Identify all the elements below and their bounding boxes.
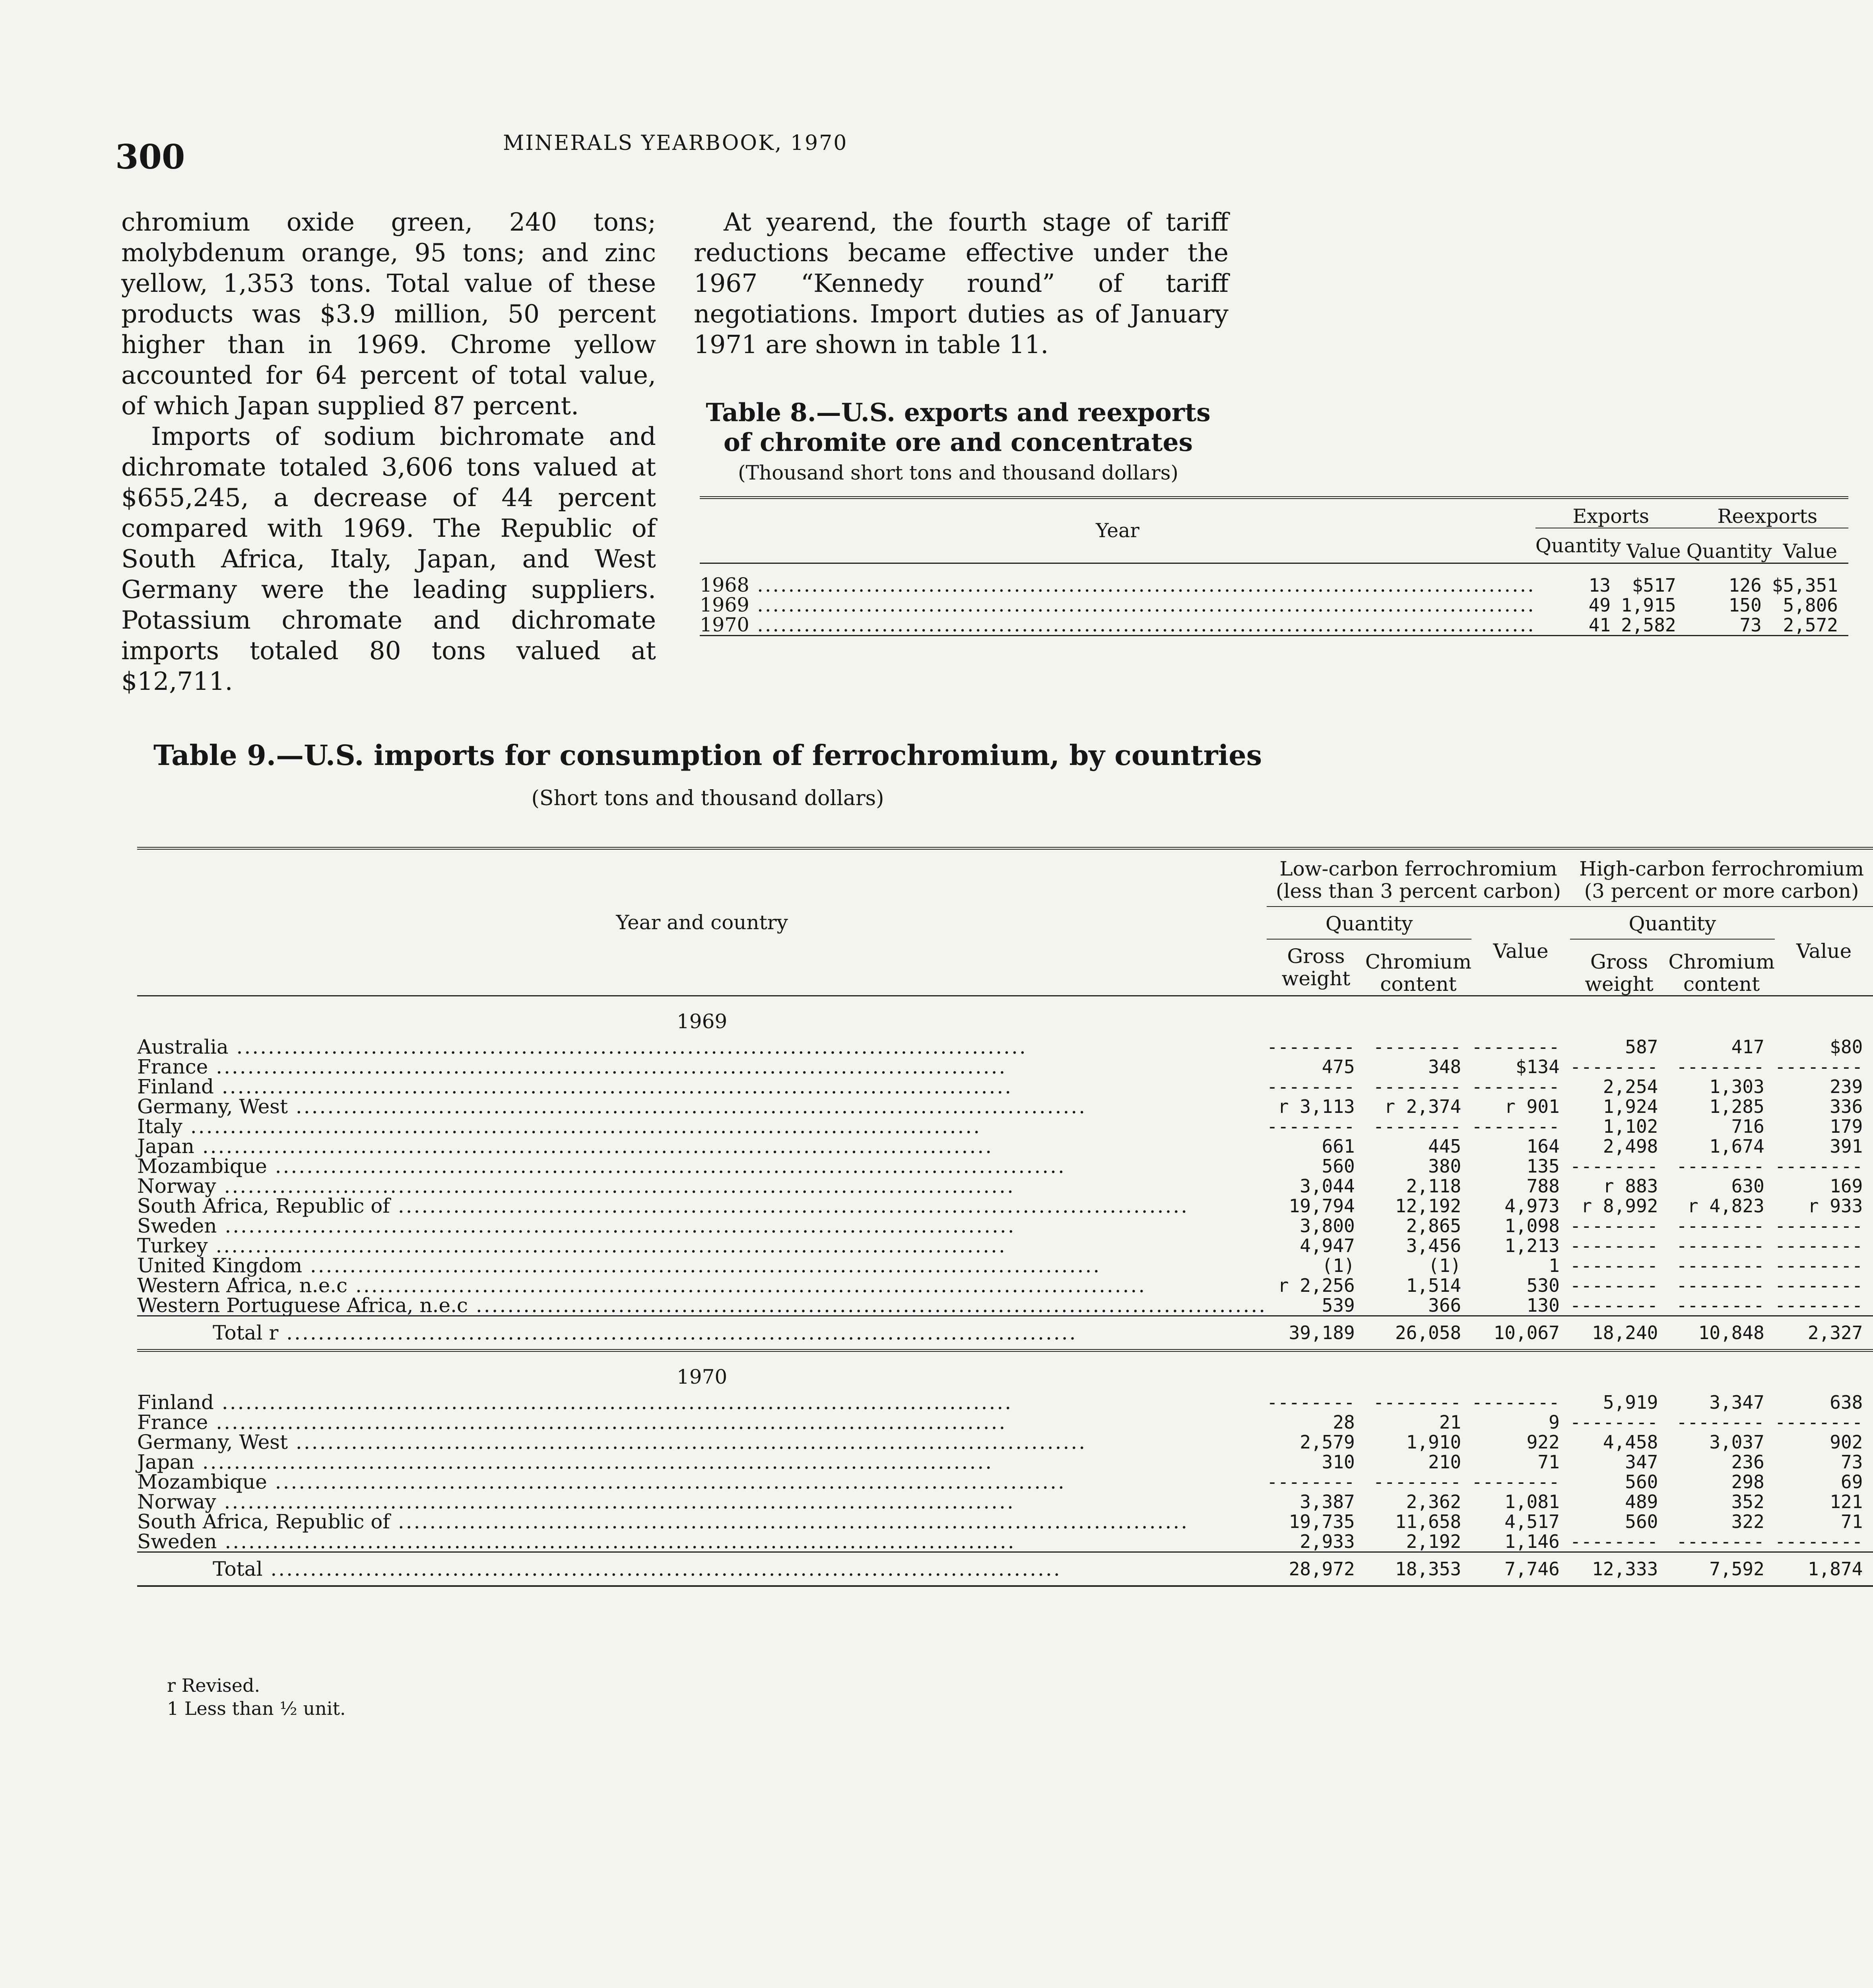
header-line: Chromium (1668, 950, 1775, 973)
paragraph-imports: Imports of sodium bichromate and dichromate totaled 3,606 tons valued at $655,245, a decrease of 44 percent compared with 1969. The Republic of South Africa, Italy, Japan, and West Germany were the leading suppliers. Potassium chromate and dichromate imports totaled 80 tons valued at $12,711. (121, 422, 656, 696)
cell: 5,806 (1783, 594, 1838, 616)
cell: 12,333 (1592, 1558, 1658, 1580)
cell: 1,213 (1504, 1235, 1560, 1256)
table9-stub-header: Year and country (616, 911, 788, 934)
row-country: Western Africa, n.e.c ..... (137, 1276, 1267, 1295)
cell: -------- (1774, 1215, 1863, 1237)
table9-low-carbon-header (1267, 848, 1570, 907)
cell: 1,098 (1504, 1215, 1560, 1237)
table9-high-carbon-header (1570, 848, 1873, 907)
table8-unit: (Thousand short tons and thousand dollars) (738, 461, 1178, 484)
cell: r 883 (1603, 1175, 1658, 1197)
cell: -------- (1373, 1392, 1462, 1413)
cell: r 933 (1807, 1195, 1863, 1217)
cell: 49 (1588, 594, 1611, 616)
cell: 2,254 (1603, 1076, 1658, 1097)
cell: 71 (1841, 1511, 1863, 1532)
cell: $517 (1632, 574, 1676, 596)
cell: -------- (1774, 1155, 1863, 1177)
row-country: Sweden ..... (137, 1532, 1267, 1552)
table9-rows-1969 (137, 1037, 1873, 1316)
cell: -------- (1471, 1392, 1560, 1413)
cell: 560 (1625, 1511, 1658, 1532)
table-row (137, 1097, 1873, 1116)
cell: 1,303 (1709, 1076, 1764, 1097)
cell: -------- (1676, 1531, 1764, 1552)
row-country: Finland ..... (137, 1392, 1267, 1412)
table8-reexport-quantity-header: Quantity (1686, 540, 1772, 563)
low-gross-header (1267, 939, 1365, 996)
cell: -------- (1267, 1471, 1355, 1493)
cell: 11,658 (1395, 1511, 1462, 1532)
cell: 788 (1526, 1175, 1560, 1197)
cell: r 3,113 (1277, 1096, 1355, 1117)
header-line: Gross (1287, 945, 1345, 968)
cell: 4,458 (1603, 1431, 1658, 1453)
cell: (1) (1322, 1255, 1355, 1276)
cell: 560 (1322, 1155, 1355, 1177)
cell: -------- (1676, 1235, 1764, 1256)
footnote-revised: r Revised. (167, 1675, 260, 1696)
cell: -------- (1570, 1215, 1658, 1237)
cell: 71 (1537, 1451, 1560, 1473)
cell: 13 (1588, 574, 1611, 596)
cell: 2,579 (1300, 1431, 1355, 1453)
table8-reexports-header: Reexports (1687, 498, 1848, 528)
cell: 1,674 (1709, 1136, 1764, 1157)
cell: 347 (1625, 1451, 1658, 1473)
total-row-1969 (137, 1316, 1873, 1351)
cell: 28,972 (1289, 1558, 1355, 1580)
cell: -------- (1373, 1036, 1462, 1058)
cell: (1) (1428, 1255, 1462, 1276)
cell: r 4,823 (1687, 1195, 1764, 1217)
cell: 2,933 (1300, 1531, 1355, 1552)
high-gross-header (1570, 939, 1669, 996)
high-value-header: Value (1796, 940, 1852, 963)
cell: 1,915 (1621, 594, 1676, 616)
cell: 7,592 (1709, 1558, 1764, 1580)
cell: 489 (1625, 1491, 1658, 1512)
table-row (700, 575, 1848, 595)
table8-export-quantity-header: Quantity (1535, 534, 1621, 557)
cell: -------- (1676, 1056, 1764, 1077)
cell: 3,037 (1709, 1431, 1764, 1453)
cell: 2,582 (1621, 614, 1676, 636)
table-row (137, 1452, 1873, 1472)
cell: -------- (1774, 1235, 1863, 1256)
cell: -------- (1471, 1116, 1560, 1137)
cell: 19,794 (1289, 1195, 1355, 1217)
cell: -------- (1774, 1531, 1863, 1552)
table8-exports-header: Exports (1535, 498, 1687, 528)
cell: -------- (1676, 1255, 1764, 1276)
cell: 2,865 (1406, 1215, 1462, 1237)
low-carbon-label: Low-carbon ferrochromium (1279, 857, 1557, 880)
cell: -------- (1774, 1255, 1863, 1276)
total-row-1970 (137, 1552, 1873, 1586)
table-row (137, 1512, 1873, 1532)
cell: -------- (1267, 1036, 1355, 1058)
cell: 352 (1731, 1491, 1764, 1512)
cell: 3,387 (1300, 1491, 1355, 1512)
cell: -------- (1267, 1076, 1355, 1097)
high-quantity-header: Quantity (1570, 907, 1775, 939)
cell: 2,118 (1406, 1175, 1462, 1197)
table9 (137, 847, 1864, 1587)
cell: 169 (1830, 1175, 1863, 1197)
cell: 4,973 (1504, 1195, 1560, 1217)
cell: -------- (1373, 1076, 1462, 1097)
cell: 1,874 (1807, 1558, 1863, 1580)
cell: 73 (1841, 1451, 1863, 1473)
row-country: Mozambique ..... (137, 1472, 1267, 1492)
cell: 1,081 (1504, 1491, 1560, 1512)
cell: 28 (1333, 1411, 1355, 1433)
cell: 638 (1830, 1392, 1863, 1413)
cell: 3,800 (1300, 1215, 1355, 1237)
cell: 716 (1731, 1116, 1764, 1137)
cell: 530 (1526, 1275, 1560, 1296)
cell: 10,848 (1698, 1322, 1764, 1343)
cell: 2,572 (1783, 614, 1838, 636)
table9-title: Table 9.—U.S. imports for consumption of ferrochromium, by countries (153, 739, 1262, 772)
cell: 130 (1526, 1295, 1560, 1316)
cell: -------- (1267, 1116, 1355, 1137)
cell: 10,067 (1493, 1322, 1560, 1343)
cell: 560 (1625, 1471, 1658, 1493)
cell: 210 (1428, 1451, 1462, 1473)
year-subheading-1969: 1969 (676, 1010, 728, 1033)
table9-unit: (Short tons and thousand dollars) (531, 786, 884, 810)
cell: r 2,256 (1277, 1275, 1355, 1296)
table8-title: Table 8.—U.S. exports and reexports of chromite ore and concentrates (706, 398, 1211, 457)
cell: -------- (1774, 1275, 1863, 1296)
cell: 391 (1830, 1136, 1863, 1157)
low-chromium-header (1365, 939, 1471, 996)
paragraph-pigments: chromium oxide green, 240 tons; molybdenum orange, 95 tons; and zinc yellow, 1,353 tons. Total value of these products was $3.9 million, 50 percent higher than in 1969. Chrome yellow accounted for 64 percent of total value, of which Japan supplied 87 percent. (121, 208, 656, 420)
row-year: 1968 ..... (700, 575, 1535, 595)
table-row (137, 1077, 1873, 1097)
row-country: United Kingdom ..... (137, 1256, 1267, 1276)
table-row (137, 1412, 1873, 1432)
cell: 661 (1322, 1136, 1355, 1157)
cell: 7,746 (1504, 1558, 1560, 1580)
footnote-less-than: 1 Less than ½ unit. (167, 1698, 346, 1719)
cell: 417 (1731, 1036, 1764, 1058)
high-chromium-header (1668, 939, 1774, 996)
row-country: Japan ..... (137, 1452, 1267, 1472)
cell: 73 (1739, 614, 1762, 636)
low-carbon-note: (less than 3 percent carbon) (1275, 879, 1561, 903)
cell: 298 (1731, 1471, 1764, 1493)
cell: 150 (1728, 594, 1762, 616)
row-country: Australia ..... (137, 1037, 1267, 1057)
row-country: Norway ..... (137, 1176, 1267, 1196)
cell: 348 (1428, 1056, 1462, 1077)
cell: 5,919 (1603, 1392, 1658, 1413)
cell: r 2,374 (1384, 1096, 1462, 1117)
header-line: content (1380, 973, 1457, 996)
header-line: Chromium (1365, 950, 1472, 973)
cell: 26,058 (1395, 1322, 1462, 1343)
cell: 18,353 (1395, 1558, 1462, 1580)
table-row (137, 1492, 1873, 1512)
table-row (137, 1276, 1873, 1295)
row-country: South Africa, Republic of ..... (137, 1196, 1267, 1216)
cell: 12,192 (1395, 1195, 1462, 1217)
cell: 126 (1728, 574, 1762, 596)
row-country: France ..... (137, 1057, 1267, 1077)
cell: 239 (1830, 1076, 1863, 1097)
cell: 2,192 (1406, 1531, 1462, 1552)
cell: 310 (1322, 1451, 1355, 1473)
row-year: 1970 ..... (700, 615, 1535, 636)
table8-export-value-header: Value (1627, 540, 1681, 563)
low-value-header: Value (1493, 940, 1549, 963)
cell: 475 (1322, 1056, 1355, 1077)
cell: 2,327 (1807, 1322, 1863, 1343)
cell: 21 (1439, 1411, 1462, 1433)
table-row (137, 1392, 1873, 1412)
row-country: Mozambique ..... (137, 1156, 1267, 1176)
table-row (137, 1236, 1873, 1256)
cell: -------- (1570, 1295, 1658, 1316)
cell: 135 (1526, 1155, 1560, 1177)
cell: 121 (1830, 1491, 1863, 1512)
cell: 18,240 (1592, 1322, 1658, 1343)
cell: 1,146 (1504, 1531, 1560, 1552)
table-row (137, 1037, 1873, 1057)
cell: 179 (1830, 1116, 1863, 1137)
cell: 539 (1322, 1295, 1355, 1316)
cell: 336 (1830, 1096, 1863, 1117)
header-line: Gross (1590, 950, 1648, 973)
cell: 3,044 (1300, 1175, 1355, 1197)
cell: 4,947 (1300, 1235, 1355, 1256)
cell: -------- (1471, 1471, 1560, 1493)
low-quantity-header: Quantity (1267, 907, 1471, 939)
page-number: 300 (115, 137, 185, 177)
left-text-column (121, 207, 656, 697)
cell: 1,514 (1406, 1275, 1462, 1296)
table-row (137, 1532, 1873, 1552)
cell: -------- (1676, 1275, 1764, 1296)
header-line: weight (1281, 967, 1351, 990)
table-row (700, 615, 1848, 636)
row-country: France ..... (137, 1412, 1267, 1432)
cell: 366 (1428, 1295, 1462, 1316)
cell: 380 (1428, 1155, 1462, 1177)
table8-reexport-value-header: Value (1783, 540, 1838, 563)
cell: 1,924 (1603, 1096, 1658, 1117)
year-subheading-1970: 1970 (676, 1365, 728, 1388)
cell: -------- (1373, 1116, 1462, 1137)
row-country: Western Portuguese Africa, n.e.c ..... (137, 1295, 1267, 1316)
row-country: South Africa, Republic of ..... (137, 1512, 1267, 1532)
cell: -------- (1676, 1411, 1764, 1433)
row-country: Italy ..... (137, 1116, 1267, 1136)
running-head: MINERALS YEARBOOK, 1970 (503, 131, 848, 155)
cell: -------- (1676, 1215, 1764, 1237)
cell: -------- (1676, 1155, 1764, 1177)
row-country: Sweden ..... (137, 1216, 1267, 1236)
table-row (137, 1136, 1873, 1156)
table-row (137, 1176, 1873, 1196)
cell: r 901 (1504, 1096, 1560, 1117)
cell: 39,189 (1289, 1322, 1355, 1343)
cell: -------- (1373, 1471, 1462, 1493)
cell: -------- (1570, 1056, 1658, 1077)
cell: 1 (1549, 1255, 1560, 1276)
row-country: Finland ..... (137, 1077, 1267, 1097)
cell: $134 (1516, 1056, 1560, 1077)
table8-year-header: Year (1096, 519, 1139, 542)
table9-rows-1970 (137, 1392, 1873, 1552)
cell: 445 (1428, 1136, 1462, 1157)
cell: -------- (1267, 1392, 1355, 1413)
row-country: Norway ..... (137, 1492, 1267, 1512)
table-row (137, 1432, 1873, 1452)
table-row (137, 1196, 1873, 1216)
cell: -------- (1570, 1255, 1658, 1276)
cell: 587 (1625, 1036, 1658, 1058)
cell: 69 (1841, 1471, 1863, 1493)
cell: -------- (1774, 1411, 1863, 1433)
table-row (137, 1295, 1873, 1316)
cell: -------- (1570, 1155, 1658, 1177)
cell: -------- (1471, 1076, 1560, 1097)
cell: -------- (1676, 1295, 1764, 1316)
header-line: weight (1585, 973, 1654, 996)
cell: 41 (1588, 614, 1611, 636)
total-label: Total ..... (137, 1552, 1267, 1586)
row-year: 1969 ..... (700, 595, 1535, 615)
cell: 1,102 (1603, 1116, 1658, 1137)
cell: 2,498 (1603, 1136, 1658, 1157)
table-row (137, 1256, 1873, 1276)
cell: $80 (1830, 1036, 1863, 1058)
paragraph-tariff: At yearend, the fourth stage of tariff reductions became effective under the 1967 “Kennedy round” of tariff negotiations. Import duties as of January 1971 are shown in table 11. (694, 208, 1229, 359)
high-carbon-note: (3 percent or more carbon) (1584, 879, 1859, 903)
table-row (137, 1472, 1873, 1492)
cell: 1,910 (1406, 1431, 1462, 1453)
row-country: Japan ..... (137, 1136, 1267, 1156)
cell: -------- (1570, 1411, 1658, 1433)
cell: 3,347 (1709, 1392, 1764, 1413)
table8 (700, 496, 1838, 636)
cell: -------- (1774, 1056, 1863, 1077)
footnotes (167, 1674, 346, 1720)
row-country: Turkey ..... (137, 1236, 1267, 1256)
cell: -------- (1471, 1036, 1560, 1058)
right-text-column (694, 207, 1229, 360)
cell: 922 (1526, 1431, 1560, 1453)
cell: 630 (1731, 1175, 1764, 1197)
row-country: Germany, West ..... (137, 1432, 1267, 1452)
table-row (137, 1156, 1873, 1176)
cell: 1,285 (1709, 1096, 1764, 1117)
cell: 164 (1526, 1136, 1560, 1157)
cell: $5,351 (1772, 574, 1838, 596)
table-row (137, 1116, 1873, 1136)
row-country: Germany, West ..... (137, 1097, 1267, 1116)
table-row (700, 595, 1848, 615)
table-row (137, 1057, 1873, 1077)
high-carbon-label: High-carbon ferrochromium (1579, 857, 1864, 880)
cell: -------- (1570, 1275, 1658, 1296)
cell: 9 (1549, 1411, 1560, 1433)
cell: 902 (1830, 1431, 1863, 1453)
cell: 322 (1731, 1511, 1764, 1532)
cell: 4,517 (1504, 1511, 1560, 1532)
cell: -------- (1774, 1295, 1863, 1316)
cell: 3,456 (1406, 1235, 1462, 1256)
cell: r 8,992 (1581, 1195, 1658, 1217)
cell: 2,362 (1406, 1491, 1462, 1512)
table-row (137, 1216, 1873, 1236)
cell: -------- (1570, 1531, 1658, 1552)
total-label: Total r ..... (137, 1316, 1267, 1351)
header-line: content (1683, 973, 1760, 996)
cell: -------- (1570, 1235, 1658, 1256)
cell: 19,735 (1289, 1511, 1355, 1532)
cell: 236 (1731, 1451, 1764, 1473)
